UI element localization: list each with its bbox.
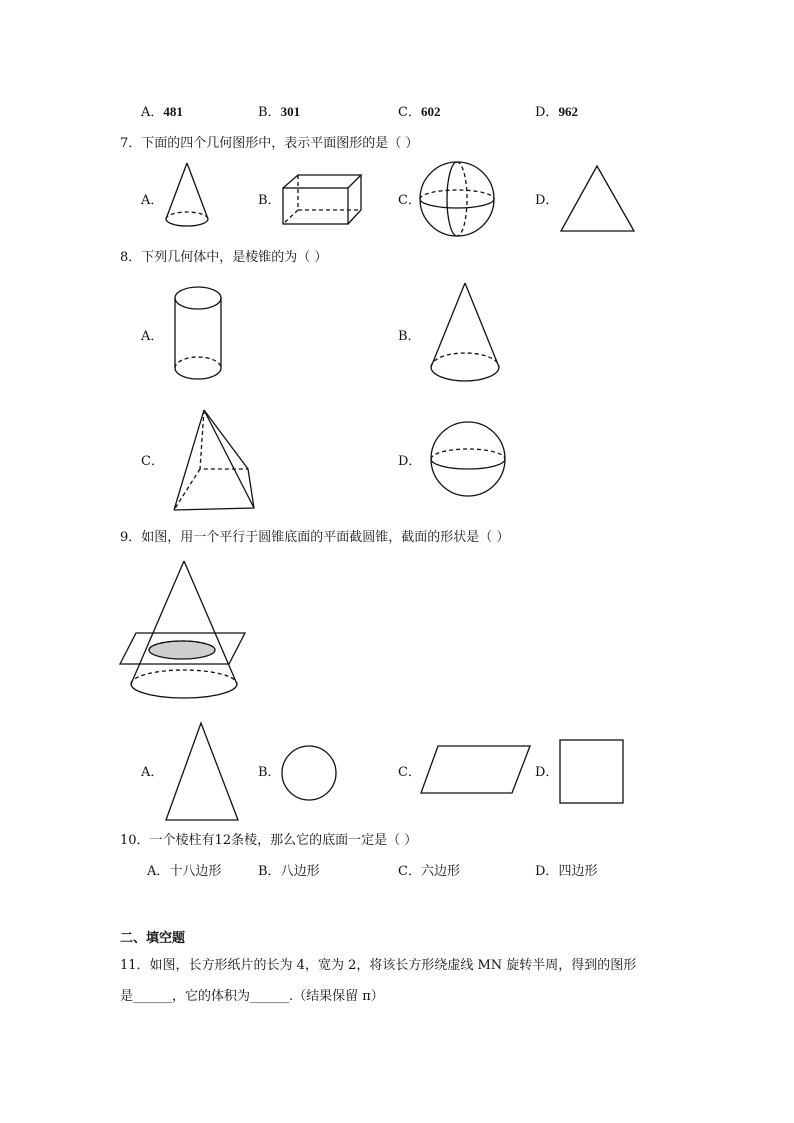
q6-option-a[interactable]: A．481: [141, 104, 183, 120]
triangle-figure: [163, 720, 243, 825]
q7-stem: 7．下面的四个几何图形中，表示平面图形的是（ ）: [120, 136, 419, 151]
q10-option-b[interactable]: B．八边形: [258, 864, 320, 879]
q10-stem: 10．一个棱柱有12条棱，那么它的底面一定是（ ）: [120, 833, 418, 848]
pyramid-figure: [170, 406, 260, 516]
q10-option-d[interactable]: D．四边形: [535, 864, 598, 879]
cuboid-figure: [278, 170, 368, 230]
sphere-figure: [429, 420, 509, 500]
q9-option-d-label[interactable]: D．: [535, 765, 559, 780]
q8-stem: 8．下列几何体中，是棱锥的为（ ）: [120, 250, 328, 265]
q7-option-c-label[interactable]: C．: [398, 193, 421, 208]
cylinder-figure: [170, 284, 230, 389]
parallelogram-figure: [418, 743, 534, 797]
cone-figure: [427, 280, 505, 390]
cone-section-figure: [118, 558, 248, 718]
q6-option-b[interactable]: B．301: [258, 104, 301, 120]
q9-option-a-label[interactable]: A．: [141, 765, 164, 780]
q11-stem-line2: 是______，它的体积为______.（结果保留 π）: [120, 989, 384, 1004]
circle-figure: [280, 744, 340, 804]
q10-option-a[interactable]: A．十八边形: [147, 864, 222, 879]
q8-option-c-label[interactable]: C．: [141, 454, 164, 469]
q10-option-c[interactable]: C．六边形: [398, 864, 460, 879]
q6-option-d[interactable]: D．962: [535, 104, 578, 120]
cone-figure: [160, 160, 215, 235]
q8-option-d-label[interactable]: D．: [398, 454, 422, 469]
q6-option-c[interactable]: C．602: [398, 104, 441, 120]
q7-option-b-label[interactable]: B．: [258, 193, 281, 208]
q8-option-b-label[interactable]: B．: [398, 329, 421, 344]
q8-option-a-label[interactable]: A．: [141, 329, 164, 344]
square-figure: [558, 738, 626, 806]
q11-stem-line1: 11．如图，长方形纸片的长为 4，宽为 2，将该长方形绕虚线 MN 旋转半周，得到的图形: [120, 958, 637, 973]
section-title: 二、填空题: [120, 931, 186, 946]
q7-option-d-label[interactable]: D．: [535, 193, 559, 208]
sphere-figure: [418, 160, 498, 240]
q9-option-b-label[interactable]: B．: [258, 765, 281, 780]
q9-stem: 9．如图，用一个平行于圆锥底面的平面截圆锥，截面的形状是（ ）: [120, 530, 510, 545]
q7-option-a-label[interactable]: A．: [141, 193, 164, 208]
triangle-figure: [558, 163, 638, 235]
q9-option-c-label[interactable]: C．: [398, 765, 421, 780]
